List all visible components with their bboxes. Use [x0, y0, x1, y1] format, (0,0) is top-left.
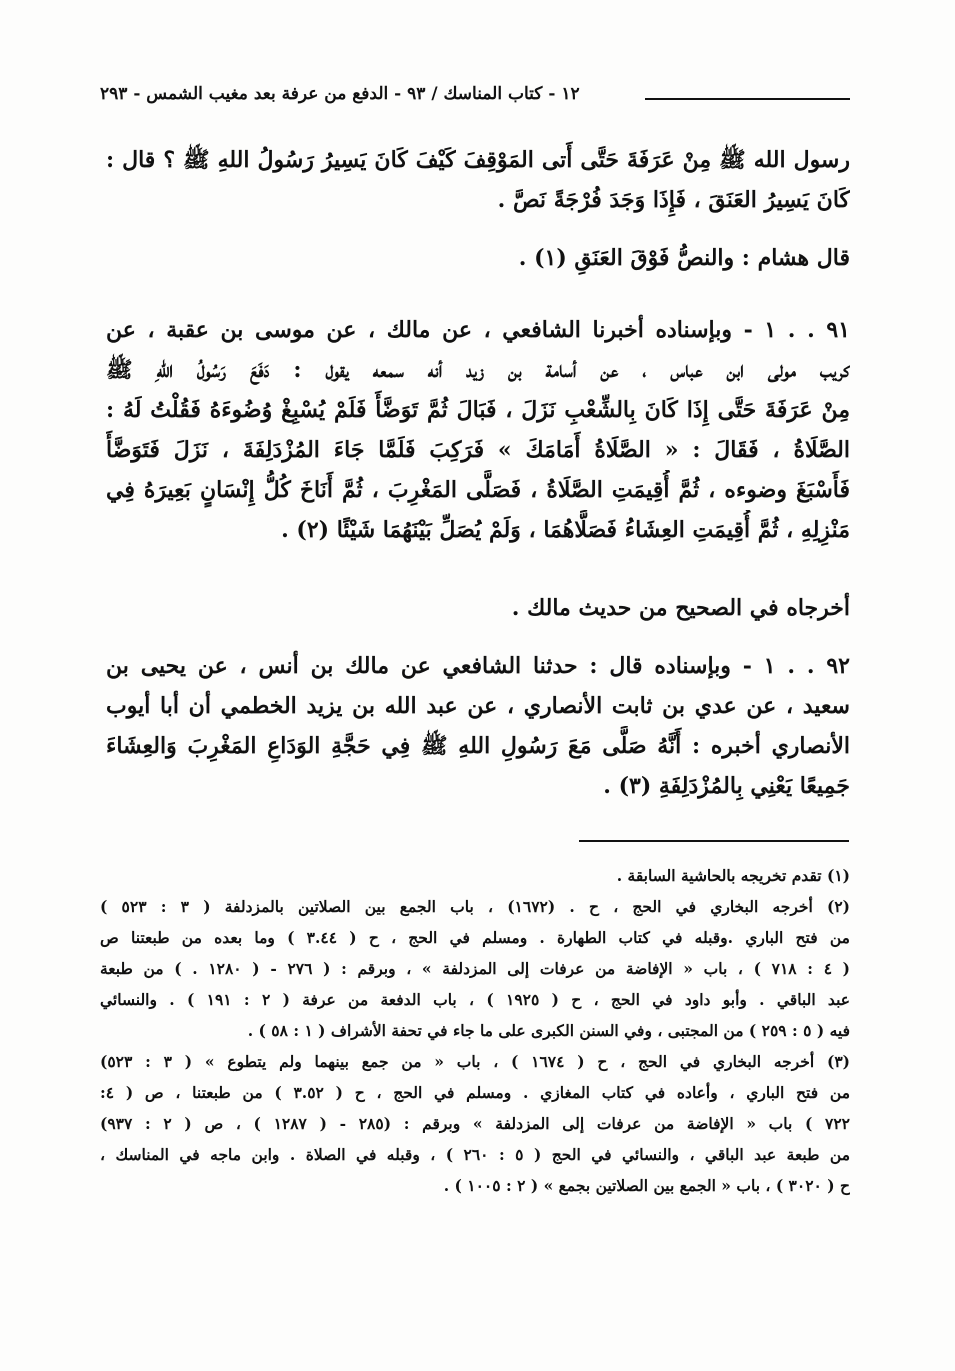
footnote-line: من طبعة عبد الباقي ، والنسائي في الحج ( ٥ : ٢٦٠ ) ، وقبله في الصلاة . وابن ماجه في المناسك ،: [100, 1145, 850, 1164]
text-line: سعيد ، عن عدي بن ثابت الأنصاري ، عن عبد الله بن يزيد الخطمي أن أبا أيوب: [106, 693, 850, 719]
footnote-separator: [579, 840, 849, 842]
paragraph-hadith-92: [106, 646, 850, 806]
paragraph-hadith-91: [106, 310, 850, 550]
footnote-line: (٣) أخرجه البخاري في الحج ، ح ( ١٦٧٤ ) ، باب « من جمع بينهما ولم يتطوع » ( ٣ : ٥٢٣): [100, 1052, 850, 1071]
footnote-1: [100, 860, 850, 891]
footnote-line: من فتح الباري .وقبله في كتاب الطهارة . ومسلم في الحج ، ح ( ٣.٤٤ ) وما بعده من طبعتنا ص: [100, 928, 850, 947]
footnote-3: [100, 1046, 850, 1201]
text-line: ٩١ . . ١ - وبإسناده أخبرنا الشافعي ، عن مالك ، عن موسى بن عقبة ، عن: [106, 317, 850, 343]
paragraph-takhrij-note: [106, 588, 850, 628]
footnote-line: (٢) أخرجه البخاري في الحج ، ح . (١٦٧٢) ، باب الجمع بين الصلاتين بالمزدلفة ( ٣ : ٥٢٣ ): [100, 897, 850, 916]
text-line: رسول الله ﷺ مِنْ عَرَفَةَ حَتَّى أَتى المَوْقِفَ كَيْفَ كَانَ يَسِيرُ رَسُولُ اللهِ ﷺ ؟ قال :: [106, 147, 850, 173]
text-line: الأنصاري أخبره : أَنَّهُ صَلَّى مَعَ رَسُولِ اللهِ ﷺ فِي حَجَّةِ الوَدَاعِ المَغْرِبَ وَالعِشَاءَ: [106, 733, 850, 759]
text-line: مِنْ عَرَفَةَ حَتَّى إِذَا كَانَ بِالشِّعْبِ نَزَلَ ، فَبَالَ ثُمَّ تَوَضَّأَ فَلَمْ يُسْبِغْ وُضُوءَهُ فَقُلْتُ لَهُ :: [106, 397, 850, 423]
paragraph-hisham-note: [106, 238, 850, 278]
text-line: كريب مولى ابن عباس ، عن أسامة بن زيد أنه سمعه يقول : دَفَعَ رَسُولُ اللهِ ﷺ: [106, 357, 850, 383]
footnote-2: [100, 891, 850, 1046]
running-header: [100, 84, 850, 114]
footnote-line: من فتح الباري ، وأعاده في كتاب المغازي . ومسلم في الحج ، ح ( ٣.٥٢ ) من طبعتنا ، ص ( ٤:: [100, 1083, 850, 1102]
text-line: قال هشام : والنصُّ فَوْقَ العَنَقِ (١) .: [518, 245, 850, 271]
text-line: فَأَسْبَغَ وضوءه ، ثُمَّ أُقِيمَتِ الصَّلَاةُ ، فَصَلَّى المَغْرِبَ ، ثُمَّ أَنَاخَ كُلُّ إِنْسَانٍ بَعِيرَهُ فِي: [106, 477, 850, 503]
text-line: مَنْزِلِهِ ، ثُمَّ أُقِيمَتِ العِشَاءُ فَصَلَّاهُمَا ، وَلَمْ يُصَلِّ بَيْنَهُمَا شَيْئًا (٢) .: [281, 517, 850, 543]
footnotes: [100, 860, 850, 1201]
running-title: ١٢ - كتاب المناسك / ٩٣ - الدفع من عرفة بعد مغيب الشمس - ٢٩٣: [100, 84, 580, 104]
footnote-line: فيه ( ٥ : ٢٥٩ ) من المجتبى ، وفي السنن الكبرى على ما جاء في تحفة الأشراف ( ١ : ٥٨ ) .: [247, 1021, 850, 1040]
text-line: الصَّلَاةُ ، فَقَالَ : « الصَّلَاةُ أَمَامَكَ » فَرَكِبَ فَلَمَّا جَاءَ المُزْدَلِفَةَ ، نَزَلَ فَتَوَضَّأَ: [106, 437, 850, 463]
text-line: أخرجاه في الصحيح من حديث مالك .: [511, 595, 850, 621]
header-rule: [645, 98, 850, 100]
paragraph-hadith-end: [106, 140, 850, 220]
footnote-line: عبد الباقي . وأبو داود في الحج ، ح ( ١٩٢٥ ) ، باب الدفعة من عرفة ( ٢ : ١٩١ ) . والنسائي: [100, 990, 850, 1009]
text-line: ٩٢ . . ١ - وبإسناده قال : حدثنا الشافعي عن مالك بن أنس ، عن يحيى بن: [106, 653, 850, 679]
footnote-line: ٧٢٢ ) باب « الإفاضة من عرفات إلى المزدلفة » وبرقم : (٢٨٥ - ( ١٢٨٧ ) ، ص ( ٢ : ٩٣٧): [100, 1114, 850, 1133]
footnote-line: ح ( ٣٠٢٠ ) ، باب « الجمع بين الصلاتين بجمع » ( ٢ : ١٠٠٥ ) .: [443, 1176, 850, 1195]
text-line: كَانَ يَسِيرُ العَنَقَ ، فَإِذَا وَجَدَ فُرْجَةً نَصَّ .: [497, 187, 850, 213]
text-line: جَمِيعًا يَعْنِي بِالمُزْدَلِفَةِ (٣) .: [603, 773, 850, 799]
footnote-line: ( ٤ : ٧١٨ ) ، باب « الإفاضة من عرفات إلى المزدلفة » ، وبرقم : ( ٢٧٦ - ( ١٢٨٠ . ) من طبعة: [100, 959, 850, 978]
footnote-line: (١) تقدم تخريجه بالحاشية السابقة .: [616, 866, 850, 885]
